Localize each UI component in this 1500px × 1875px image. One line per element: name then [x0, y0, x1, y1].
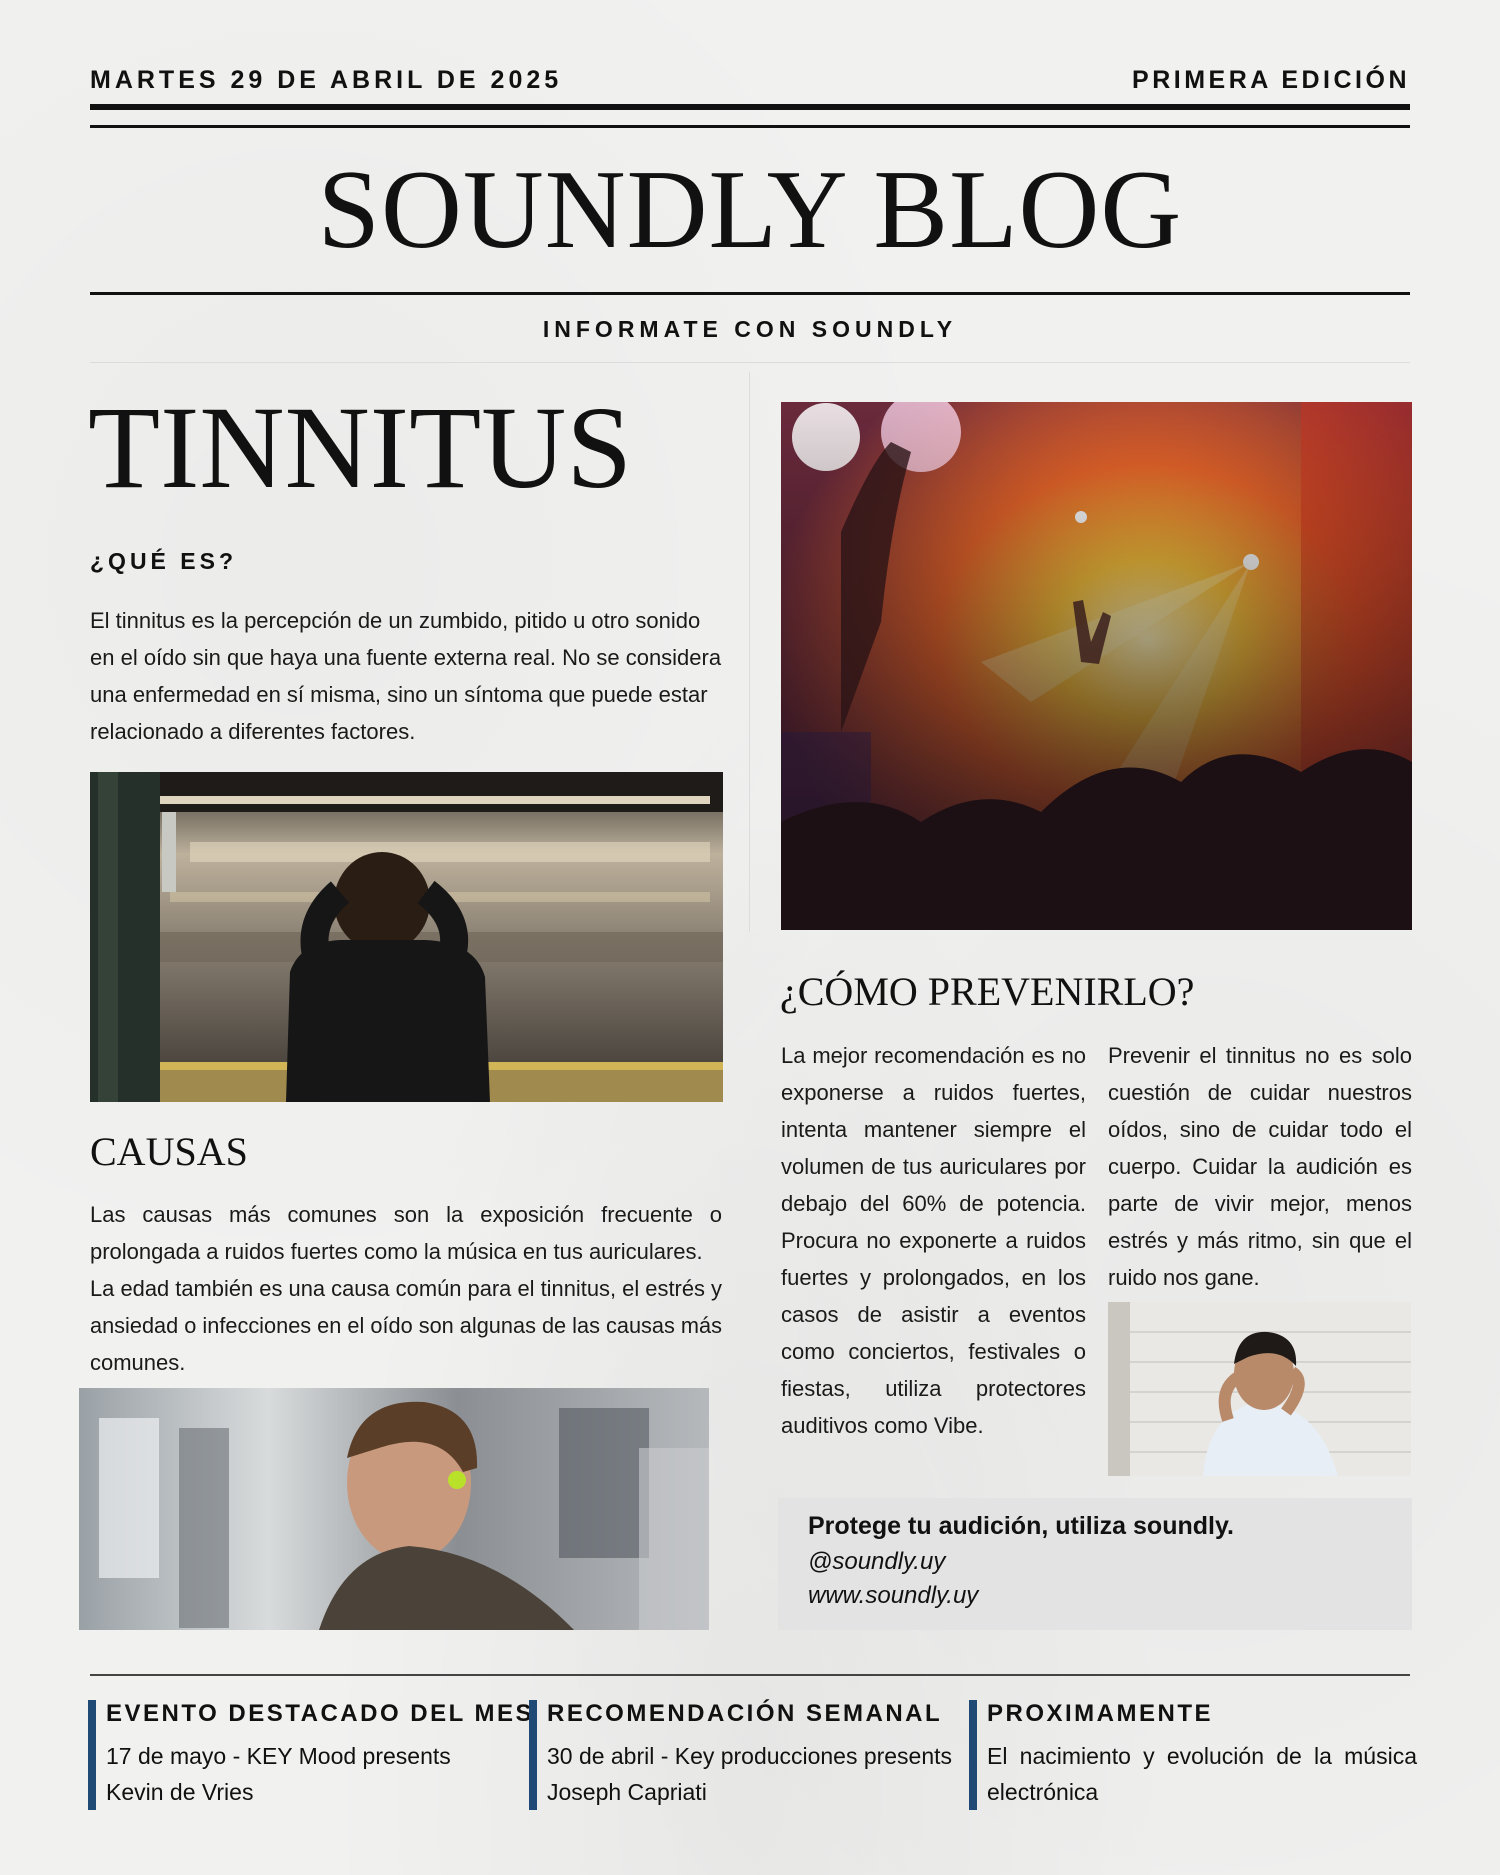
what-heading: ¿QUÉ ES?	[90, 548, 238, 574]
body-line: oídos, sino de cuidar todo el	[1108, 1117, 1412, 1142]
causes-heading: CAUSAS	[90, 1129, 248, 1174]
footer-weekly-recommendation	[529, 1700, 957, 1810]
body-line: relacionado a diferentes factores.	[90, 719, 416, 744]
cta-headline: Protege tu audición, utiliza soundly.	[808, 1512, 1234, 1540]
body-line: parte de vivir mejor, menos	[1108, 1191, 1412, 1216]
causes-body	[90, 1196, 722, 1381]
body-line: exponerse a ruidos fuertes,	[781, 1080, 1086, 1105]
prevent-body-col1	[781, 1037, 1086, 1444]
footer-body	[106, 1738, 451, 1810]
footer-line: electrónica	[987, 1779, 1099, 1805]
header-rule-thick	[90, 104, 1410, 110]
masthead-title: SOUNDLY BLOG	[317, 148, 1183, 272]
footer-heading: EVENTO DESTACADO DEL MES	[106, 1700, 535, 1727]
footer-line: 17 de mayo - KEY Mood presents	[106, 1743, 451, 1769]
tagline: INFORMATE CON SOUNDLY	[542, 316, 958, 342]
footer-heading: RECOMENDACIÓN SEMANAL	[547, 1700, 943, 1727]
earbud-man-photo	[1108, 1302, 1411, 1476]
body-line: auditivos como Vibe.	[781, 1413, 984, 1438]
body-line: La edad también es una causa común para el tinnitus, el estrés y	[90, 1276, 722, 1301]
body-line: debajo del 60% de potencia.	[781, 1191, 1086, 1216]
header-rule-thin	[90, 125, 1410, 128]
issue-date: MARTES 29 DE ABRIL DE 2025	[90, 66, 563, 94]
body-line: El tinnitus es la percepción de un zumbido, pitido u otro sonido	[90, 608, 701, 633]
footer-line: Kevin de Vries	[106, 1779, 254, 1805]
footer-line: Joseph Capriati	[547, 1779, 707, 1805]
website-link[interactable]: www.soundly.uy	[808, 1582, 979, 1609]
article-headline: TINNITUS	[88, 382, 633, 513]
body-line: casos de asistir a eventos	[781, 1302, 1086, 1327]
body-line: volumen de tus auriculares por	[781, 1154, 1086, 1179]
footer-line: 30 de abril - Key producciones presents	[547, 1743, 952, 1769]
body-line: La mejor recomendación es no	[781, 1043, 1086, 1068]
masthead-rule	[90, 292, 1410, 295]
body-line: una enfermedad en sí misma, sino un síntoma que puede estar	[90, 682, 708, 707]
body-line: fiestas, utiliza protectores	[781, 1376, 1086, 1401]
body-line: prolongada a ruidos fuertes como la música en tus auriculares.	[90, 1239, 703, 1264]
footer-heading: PROXIMAMENTE	[987, 1700, 1214, 1727]
body-line: ansiedad o infecciones en el oído son algunas de las causas más	[90, 1313, 722, 1338]
footer-featured-event	[88, 1700, 535, 1810]
body-line: Procura no exponerte a ruidos	[781, 1228, 1086, 1253]
footer-rule	[90, 1674, 1410, 1676]
body-line: intenta mantener siempre el	[781, 1117, 1086, 1142]
footer-body	[547, 1738, 952, 1810]
tagline-divider	[90, 362, 1410, 363]
instagram-handle-link[interactable]: @soundly.uy	[808, 1548, 946, 1575]
body-line: cuestión de cuidar nuestros	[1108, 1080, 1412, 1105]
footer-upcoming	[969, 1700, 1417, 1810]
body-line: Prevenir el tinnitus no es solo	[1108, 1043, 1412, 1068]
column-divider	[749, 372, 750, 932]
earplug-man-photo	[79, 1388, 709, 1630]
edition-label: PRIMERA EDICIÓN	[1132, 66, 1410, 94]
body-line: estrés y más ritmo, sin que el	[1108, 1228, 1412, 1253]
footer-line: El nacimiento y evolución de la música	[987, 1743, 1417, 1769]
body-line: ruido nos gane.	[1108, 1265, 1260, 1290]
prevent-body-col2	[1108, 1037, 1412, 1296]
body-line: Las causas más comunes son la exposición frecuente o	[90, 1202, 722, 1227]
subway-photo	[90, 772, 723, 1102]
concert-photo	[781, 402, 1412, 930]
body-line: como conciertos, festivales o	[781, 1339, 1086, 1364]
body-line: en el oído sin que haya una fuente externa real. No se considera	[90, 645, 722, 670]
body-line: fuertes y prolongados, en los	[781, 1265, 1086, 1290]
body-line: comunes.	[90, 1350, 186, 1375]
prevent-heading: ¿CÓMO PREVENIRLO?	[780, 969, 1195, 1014]
what-body	[90, 602, 722, 750]
cta-box	[778, 1498, 1412, 1630]
footer-body	[987, 1738, 1417, 1810]
body-line: cuerpo. Cuidar la audición es	[1108, 1154, 1412, 1179]
